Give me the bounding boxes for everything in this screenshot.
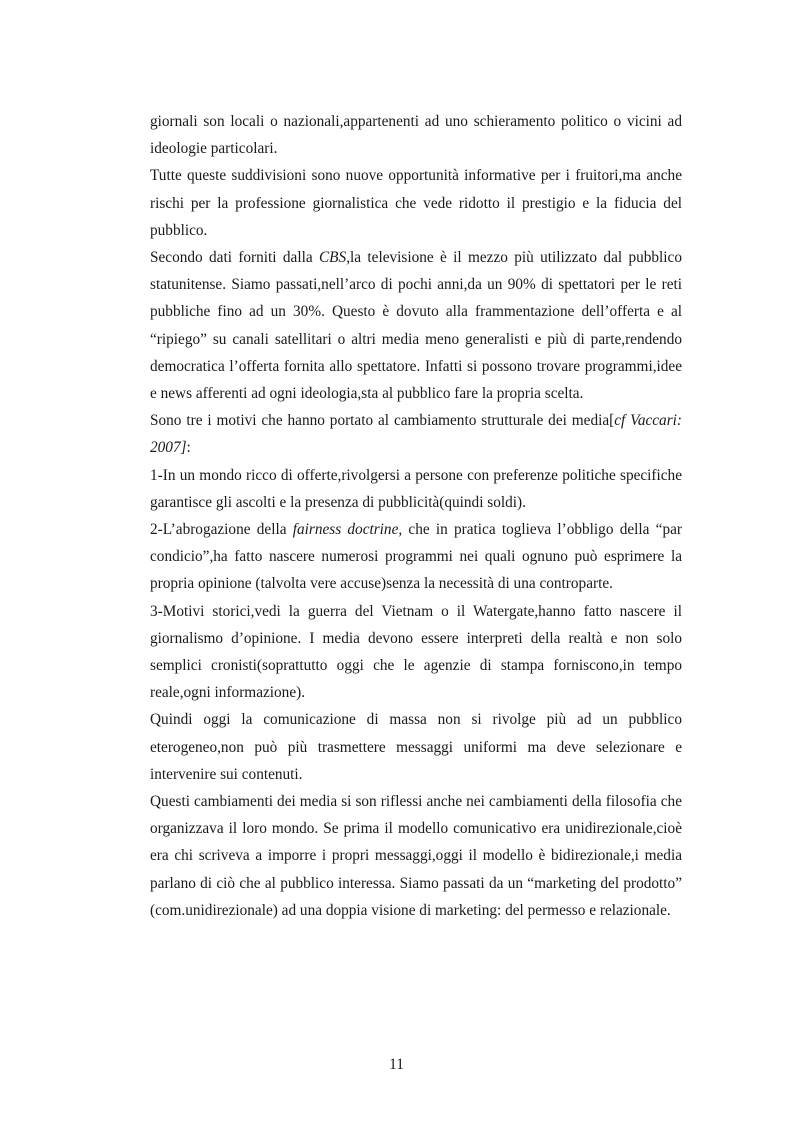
citation-run: cf Vaccari: 2007] [150, 412, 682, 457]
paragraph [150, 598, 682, 707]
italic-run-fairness: fairness doctrine, [292, 521, 403, 539]
italic-run-cbs: CBS [318, 249, 347, 267]
text-run: 3-Motivi storici,vedi la guerra del Vietnam o il Watergate,hanno fatto nascere il giornalismo d’opinione. I media devono essere interpreti della realtà e non solo semplici cronisti(soprattutto oggi che le agenzie di stampa forniscono,in tempo reale,ogni informazione). [150, 602, 682, 702]
body-text [150, 108, 682, 924]
text-run: Tutte queste suddivisioni sono nuove opportunità informative per i fruitori,ma anche rischi per la professione giornalistica che vede ridotto il prestigio e la fiducia del pubblico. [150, 167, 682, 239]
text-run: che in pratica toglieva l’obbligo della “par condicio”,ha fatto nascere numerosi programmi nei quali ognuno può esprimere la propria opinione (talvolta vere accuse)senza la necessità di una controparte. [150, 521, 682, 593]
text-run: Quindi oggi la comunicazione di massa non si rivolge più ad un pubblico eterogeneo,non può più trasmettere messaggi uniformi ma deve selezionare e intervenire sui contenuti. [150, 711, 682, 783]
text-run: Sono tre i motivi che hanno portato al cambiamento strutturale dei media[ [150, 412, 615, 430]
text-run: Questi cambiamenti dei media si son riflessi anche nei cambiamenti della filosofia che organizzava il loro mondo. Se prima il modello comunicativo era unidirezionale,cioè era chi scriveva a imporre i propri messaggi,oggi il modello è bidirezionale,i media parlano di ciò che al pubblico interessa. Siamo passati da un “marketing del prodotto” (com.unidirezionale) ad una doppia visione di marketing: del permesso e relazionale. [150, 793, 682, 919]
paragraph [150, 407, 682, 461]
paragraph [150, 108, 682, 162]
paragraph [150, 516, 682, 598]
text-run: giornali son locali o nazionali,appartenenti ad uno schieramento politico o vicini ad ideologie particolari. [150, 113, 682, 158]
paragraph [150, 706, 682, 788]
paragraph [150, 788, 682, 924]
text-run: 1-In un mondo ricco di offerte,rivolgersi a persone con preferenze politiche specifiche garantisce gli ascolti e la presenza di pubblicità(quindi soldi). [150, 466, 682, 511]
paragraph [150, 244, 682, 407]
text-run: ,la televisione è il mezzo più utilizzato dal pubblico statunitense. Siamo passati,nell’arco di pochi anni,da un 90% di spettatori per le reti pubbliche fino ad un 30%. Questo è dovuto alla frammentazione dell’offerta e al “ripiego” su canali satellitari o altri media meno generalisti e più di parte,rendendo democratica l’offerta fornita allo spettatore. Infatti si possono trovare programmi,idee e news afferenti ad ogni ideologia,sta al pubblico fare la propria scelta. [150, 249, 682, 403]
paragraph [150, 462, 682, 516]
paragraph [150, 162, 682, 244]
page-number: 11 [389, 1056, 404, 1073]
text-run: 2-L’abrogazione della [150, 521, 293, 539]
text-run: Secondo dati forniti dalla [150, 249, 319, 267]
text-run: : [186, 439, 191, 457]
